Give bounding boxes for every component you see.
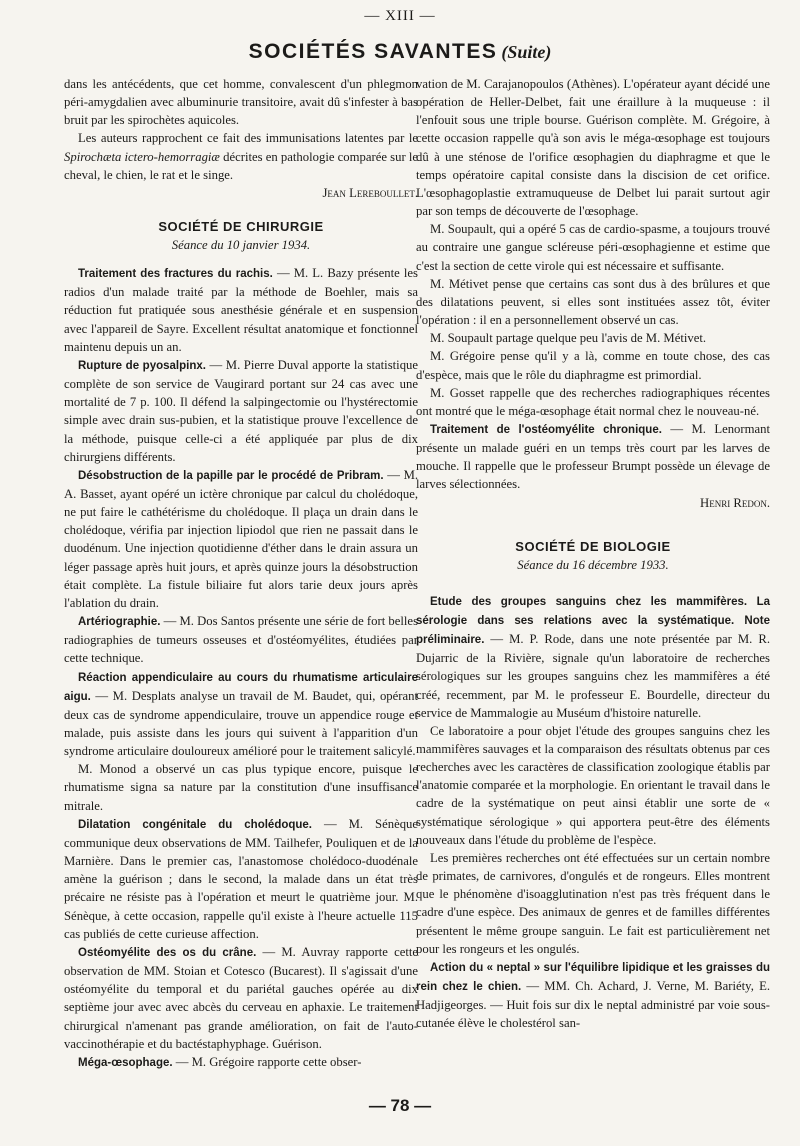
species-name: Spirochæta ictero-hemorragiæ (64, 149, 220, 164)
signature-lereboullet: Jean Lereboullet. (322, 185, 418, 200)
article-body: — M. Sénèque communique deux observations de MM. Tailhefer, Pouliquen et de la Marnière. Dans le premier cas, l'anastomose cholédoco-duodénale amène la guérison ; dans le second, la malade dans un état très précaire ne résiste pas à l'opération et meurt le quatrième jour. M. Sénèque, à cette occasion, rappelle qu'il existe à l'heure actuelle 115 cas publiés de cette curieuse affection. (64, 816, 419, 941)
article-title: Artériographie. (78, 616, 161, 629)
article-title: Dilatation congénitale du cholédoque. (78, 818, 313, 831)
left-column (64, 75, 418, 1072)
article-papille (64, 466, 418, 612)
article-title: Traitement de l'ostéomyélite chronique. (430, 423, 662, 436)
running-head-title: SOCIÉTÉS SAVANTES (248, 40, 498, 63)
right-column (416, 75, 770, 1033)
article-osteomyelite-crane (64, 943, 418, 1053)
article-body: — M. Grégoire rapporte cette obser- (175, 1054, 362, 1069)
paragraph-authors-text-a: Les auteurs rapprochent ce fait des immunisations latentes par le (78, 131, 418, 146)
article-title: Etude des groupes sanguins chez les mammifères. La sérologie dans ses relations avec la systématique. Note préliminaire. (416, 595, 770, 647)
section-title-biologie: SOCIÉTÉ DE BIOLOGIE (515, 538, 671, 554)
article-neptal (416, 958, 770, 1033)
article-osteomyelite-chronique (416, 420, 770, 494)
article-body: — M. Desplats analyse un travail de M. Baudet, qui, opérant deux cas de syndrome appendiculaire, trouve un appendice rouge et malade, puis assiste dans les jours qui suivent à l'apparition d'un syndrome articulaire douloureux amélioré pour le traitement salicylé. (64, 688, 418, 759)
article-body: — M. Pierre Duval apporte la statistique complète de son service de Vaugirard portant sur 24 cas avec une mortalité de 7 p. 100. Il défend la salpingectomie ou l'hystérectomie simple avec drain sus-pubien, et la statistique prouve l'excellence de la méthode, puisque celle-ci a été appliquée par plus de dix chirurgiens différents. (64, 357, 419, 464)
article-body: — M. Auvray rapporte cette observation de MM. Stoian et Cotesco (Bucarest). Il s'agissait d'une ostéomyélite du temporal et du pariétal gauches opérée au dix septième jour avec avec abcès du cerveau en aphaxie. Le traitement chirurgical n'amenant pas grande amélioration, on fait de l'auto-vaccinothérapie et du bactéstaphyphage. Guérison. (64, 944, 419, 1051)
article-title: Traitement des fractures du rachis. (78, 268, 273, 281)
paragraph-continued-right: vation de M. Carajanopoulos (Athènes). L'opérateur ayant décidé une opération de Heller-Delbet, fait une éraillure à la muqueuse : il l'enfouit sous une triple bourse. Guérison complète. M. Grégoire, à cette occasion rappelle qu'à son avis le méga-œsophage est toujours dû à une sténose de l'orifice œsophagien du diaphragme et que le temps opératoire capital consiste dans la discision de cet orifice. L'œsophagoplastie extramuqueuse de Delbet lui parait surtout agir par son temps de découverte de l'œsophage. (416, 77, 770, 219)
article-title: Réaction appendiculaire au cours du rhumatisme articulaire aigu. (64, 671, 418, 703)
session-date-chirurgie: Séance du 10 janvier 1934. (171, 238, 311, 253)
article-body: — M. A. Basset, ayant opéré un ictère chronique par calcul du cholédoque, ne put faire le cathétérisme du cholédoque. Il plaça un drain dans le cholédoque, vérifia par injection lipiodol que rien ne passait dans le duodénum. Une injection quotidienne d'éther dans le drain assura un léger passage après huit jours, et après quinze jours la désobstruction était complète. La fistule biliaire fut alors tarie deux jours après l'ablation du drain. (64, 467, 419, 610)
article-fractures-rachis (64, 264, 418, 356)
paragraph-premieres-recherches: Les premières recherches ont été effectuées sur un certain nombre de primates, de carnivores, d'ongulés et de rongeurs. Elles montrent que le phénomène d'isoagglutination n'est pas très fréquent dans le cadre d'une espèce. Des animaux de genres et de familles différentes présentent le même groupe sanguin. Le fait est particulièrement net pour les rongeurs et les ongulés. (416, 850, 770, 956)
signature-redon: Henri Redon. (700, 495, 770, 510)
article-title: Désobstruction de la papille par le procédé de Pribram. (78, 469, 384, 482)
article-title: Ostéomyélite des os du crâne. (78, 946, 257, 959)
article-title: Action du « neptal » sur l'équilibre lipidique et les graisses du rein chez le chien. (416, 961, 770, 994)
article-pyosalpinx (64, 356, 418, 466)
running-head (0, 40, 800, 64)
article-mega-oesophage (64, 1053, 418, 1072)
article-body: — M. P. Rode, dans une note présentée par M. R. Dujarric de la Rivière, signale qu'un laboratoire de recherches sérologiques sur les groupes sanguins chez les mammifères a été créé, recemment, par M. le professeur E. Bourdelle, directeur du service de Mammalogie au Muséum d'histoire naturelle. (416, 632, 770, 720)
article-title: Méga-œsophage. (78, 1056, 173, 1069)
paragraph-laboratoire: Ce laboratoire a pour objet l'étude des groupes sanguins chez les mammifères sauvages et la comparaison des résultats obtenus par ces recherches avec les caractères de classification zoologique établis par l'anatomie comparée et la morphologie. En orientant le travail dans le cadre de la systématique on peut ainsi établir une sorte de « systématique sérologique » qui apportera peut-être des éléments nouveaux dans l'étude du problème de l'espèce. (416, 723, 770, 847)
page-number-roman: — XIII — (364, 8, 436, 24)
article-body: — M. Lenormant présente un malade guéri en un temps très court par les larves de mouche. Il rappelle que le professeur Brumpt possède un élevage de larves sélectionnées. (416, 421, 770, 492)
paragraph-soupault-2: M. Soupault partage quelque peu l'avis de M. Métivet. (430, 331, 707, 346)
section-title-chirurgie: SOCIÉTÉ DE CHIRURGIE (158, 219, 324, 235)
article-body: — M. Dos Santos présente une série de fort belles radiographies de tumeurs osseuses et d'ostéomyélites, étudiées par cette technique. (64, 614, 419, 666)
paragraph-metivet: M. Métivet pense que certains cas sont dus à des brûlures et que des dilatations peuvent, si elles sont instituées assez tôt, éviter l'opération : il en a personnellement observé un cas. (416, 276, 770, 328)
page-number: — 78 — (368, 1096, 432, 1115)
session-date-biologie: Séance du 16 décembre 1933. (517, 557, 669, 572)
paragraph-authors (64, 129, 418, 183)
running-head-suffix: (Suite) (501, 42, 552, 62)
article-body: — MM. Ch. Achard, J. Verne, M. Bariéty, E. Hadjigeorges. — Huit fois sur dix le neptal administré par voie sous-cutanée élève le cholestérol san- (416, 979, 770, 1031)
article-arteriographie (64, 612, 418, 667)
paragraph-soupault: M. Soupault, qui a opéré 5 cas de cardio-spasme, a toujours trouvé au contraire une gangue scléreuse péri-œsophagienne et estime que c'est la section de cette virole qui est nécessaire et suffisante. (416, 222, 770, 273)
paragraph-monod: M. Monod a observé un cas plus typique encore, puisque le rhumatisme signa sa nature par la constitution d'une insuffisance mitrale. (64, 762, 418, 813)
paragraph-authors-text-b: décrites en pathologie comparée sur le cheval, le chien, le rat et le singe. (64, 149, 419, 182)
article-reaction-appendiculaire (64, 668, 418, 761)
article-dilatation-choledoque (64, 815, 418, 943)
article-body: — M. L. Bazy présente les radios d'un malade traité par la méthode de Boehler, mais sa réduction fut pratiquée sous anesthésie générale et en suspension avec l'appareil de Sayre. Excellent résultat anatomique et fonctionnel maintenu depuis un an. (64, 266, 418, 354)
paragraph-gregoire: M. Grégoire pense qu'il y a là, comme en toute chose, des cas d'espèce, mais que le rôle du diaphragme est primordial. (416, 349, 770, 382)
paragraph-gosset: M. Gosset rappelle que des recherches radiographiques récentes ont montré que le méga-œsophage était normal chez le nouveau-né. (416, 385, 770, 418)
paragraph-continued: dans les antécédents, que cet homme, convalescent d'un phlegmon péri-amygdalien avec albuminurie transitoire, avait dû s'infester à bas bruit par les spirochètes aquicoles. (64, 77, 418, 128)
article-groupes-sanguins (416, 592, 770, 722)
article-title: Rupture de pyosalpinx. (78, 359, 206, 372)
